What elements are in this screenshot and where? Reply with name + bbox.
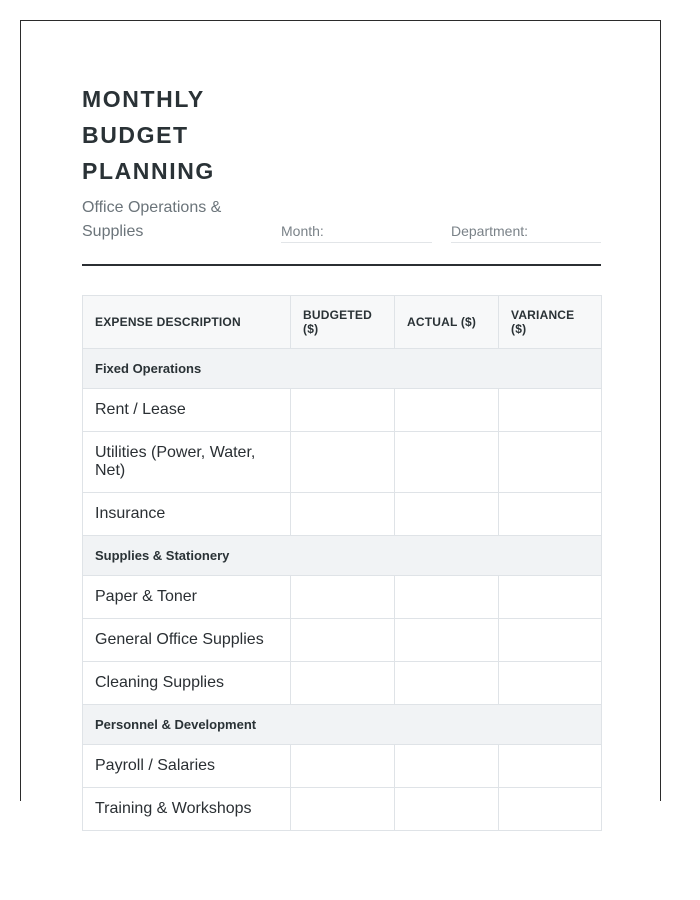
budget-sheet [20, 20, 661, 817]
column-header-budgeted: BUDGETED ($) [291, 296, 395, 349]
expense-description: Paper & Toner [83, 576, 291, 619]
expense-description: Insurance [83, 493, 291, 536]
table-row [83, 619, 602, 662]
title-line: PLANNING [82, 158, 215, 184]
actual-cell[interactable] [395, 745, 499, 788]
column-header-variance: VARIANCE ($) [499, 296, 602, 349]
variance-cell[interactable] [499, 788, 602, 831]
department-field[interactable] [451, 221, 601, 243]
expense-description: Training & Workshops [83, 788, 291, 831]
section-name: Personnel & Development [83, 705, 602, 745]
actual-cell[interactable] [395, 619, 499, 662]
month-label: Month: [281, 223, 324, 239]
column-header-actual: ACTUAL ($) [395, 296, 499, 349]
section-row [83, 349, 602, 389]
actual-cell[interactable] [395, 662, 499, 705]
document-subtitle: Office Operations & Supplies [82, 199, 222, 240]
budgeted-cell[interactable] [291, 493, 395, 536]
section-row [83, 536, 602, 576]
actual-cell[interactable] [395, 788, 499, 831]
actual-cell[interactable] [395, 576, 499, 619]
title-line: BUDGET [82, 122, 189, 148]
variance-cell[interactable] [499, 389, 602, 432]
variance-cell[interactable] [499, 576, 602, 619]
variance-cell[interactable] [499, 662, 602, 705]
actual-cell[interactable] [395, 389, 499, 432]
column-header-description: EXPENSE DESCRIPTION [83, 296, 291, 349]
department-label: Department: [451, 223, 529, 239]
budgeted-cell[interactable] [291, 745, 395, 788]
budgeted-cell[interactable] [291, 662, 395, 705]
budgeted-cell[interactable] [291, 576, 395, 619]
table-row [83, 788, 602, 831]
table-row [83, 389, 602, 432]
budget-table [82, 295, 602, 831]
variance-cell[interactable] [499, 432, 602, 493]
expense-description: Utilities (Power, Water, Net) [83, 432, 291, 493]
table-header-row [83, 296, 602, 349]
month-field[interactable] [281, 221, 432, 243]
actual-cell[interactable] [395, 493, 499, 536]
section-name: Supplies & Stationery [83, 536, 602, 576]
table-row [83, 432, 602, 493]
table-row [83, 576, 602, 619]
document-header [82, 21, 601, 266]
actual-cell[interactable] [395, 432, 499, 493]
expense-description: Cleaning Supplies [83, 662, 291, 705]
table-row [83, 493, 602, 536]
section-row [83, 705, 602, 745]
variance-cell[interactable] [499, 619, 602, 662]
variance-cell[interactable] [499, 745, 602, 788]
budgeted-cell[interactable] [291, 619, 395, 662]
expense-description: Rent / Lease [83, 389, 291, 432]
variance-cell[interactable] [499, 493, 602, 536]
document-title [82, 81, 272, 189]
table-row [83, 662, 602, 705]
budgeted-cell[interactable] [291, 788, 395, 831]
budgeted-cell[interactable] [291, 389, 395, 432]
expense-description: General Office Supplies [83, 619, 291, 662]
budgeted-cell[interactable] [291, 432, 395, 493]
section-name: Fixed Operations [83, 349, 602, 389]
title-line: MONTHLY [82, 86, 205, 112]
expense-description: Payroll / Salaries [83, 745, 291, 788]
table-row [83, 745, 602, 788]
